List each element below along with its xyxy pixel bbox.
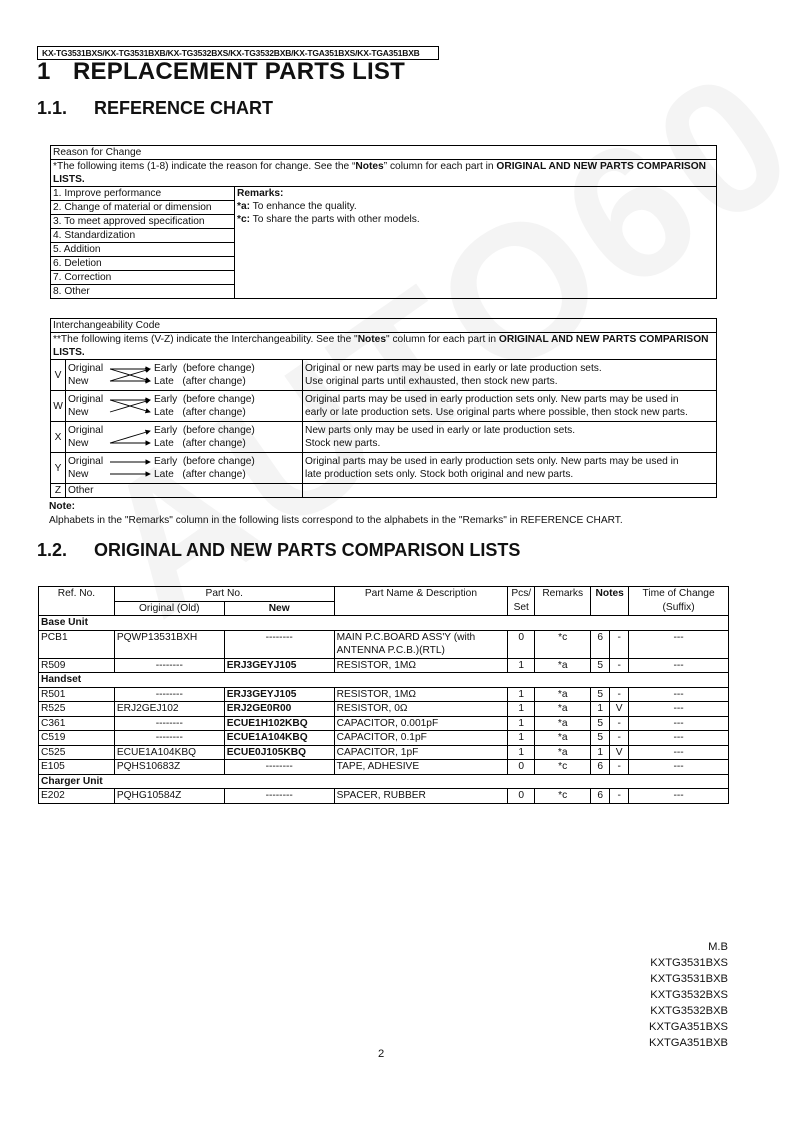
cell-remarks: *a	[535, 658, 591, 673]
label-early: Early (before change)	[154, 363, 255, 374]
cell-note-code: -	[610, 760, 629, 775]
cell-new: ECUE1H102KBQ	[224, 716, 334, 731]
reason-description	[51, 160, 717, 187]
header-remarks: Remarks	[535, 587, 591, 616]
cell-note-reason: 6	[591, 760, 610, 775]
reason-desc-bold: ORIGINAL AND NEW PARTS COMPARISON LISTS.	[53, 161, 707, 185]
reason-item: 5. Addition	[51, 243, 234, 257]
cell-note-code: -	[610, 687, 629, 702]
interchange-arrow	[110, 431, 150, 443]
reason-title: Reason for Change	[51, 146, 717, 160]
interchange-arrow-diagram	[108, 424, 152, 450]
interchange-diagram-cell	[66, 422, 303, 453]
reason-item: 8. Other	[53, 286, 90, 297]
interchange-diagram-cell	[66, 360, 303, 391]
cell-remarks: *a	[535, 702, 591, 717]
label-late: Late (after change)	[154, 376, 246, 387]
interchange-row-z	[51, 484, 717, 498]
label-early: Early (before change)	[154, 456, 255, 467]
cell-note-reason: 5	[591, 716, 610, 731]
reason-item-row	[51, 271, 234, 285]
reason-list-cell	[51, 187, 235, 299]
cell-new: --------	[224, 630, 334, 658]
table-row	[39, 702, 729, 717]
interchange-arrow-diagram	[108, 393, 152, 419]
interchange-arrow-diagram	[108, 455, 152, 481]
cell-time: ---	[629, 702, 729, 717]
reason-desc-notes: Notes	[355, 161, 384, 172]
remarks-text: To enhance the quality.	[250, 201, 357, 212]
remarks-text: To share the parts with other models.	[250, 214, 420, 225]
table-row	[39, 658, 729, 673]
cell-note-reason: 5	[591, 658, 610, 673]
label-new: New	[68, 407, 89, 418]
cell-note-code: -	[610, 716, 629, 731]
cell-remarks: *a	[535, 687, 591, 702]
cell-ref: C525	[39, 745, 115, 760]
footer-model: KXTGA351BXB	[649, 1037, 728, 1049]
reason-item: 1. Improve performance	[51, 187, 234, 201]
label-new: New	[68, 376, 89, 387]
table-row	[39, 745, 729, 760]
section-title	[37, 58, 405, 86]
label-original: Original	[68, 456, 104, 467]
cell-note-reason: 1	[591, 702, 610, 717]
reason-desc-b: ” column for each part in	[383, 161, 497, 172]
cell-pcs: 1	[508, 716, 535, 731]
interchange-description	[51, 333, 717, 360]
cell-remarks: *a	[535, 716, 591, 731]
cell-ref: E105	[39, 760, 115, 775]
cell-ref: C361	[39, 716, 115, 731]
section-name: Charger Unit	[39, 774, 729, 789]
cell-original: --------	[114, 731, 224, 746]
cell-ref: C519	[39, 731, 115, 746]
reason-for-change-table	[50, 145, 717, 299]
cell-original: ERJ2GEJ102	[114, 702, 224, 717]
interchange-code: Y	[51, 453, 66, 484]
cell-note-reason: 5	[591, 731, 610, 746]
cell-remarks: *c	[535, 630, 591, 658]
note-title: Note:	[49, 501, 76, 512]
reason-item-row	[51, 243, 234, 257]
subsection-title-reference	[37, 98, 273, 119]
footer-models	[649, 939, 728, 1051]
cell-ref: E202	[39, 789, 115, 804]
footer-model: KXTG3532BXS	[650, 989, 728, 1001]
cell-note-code: -	[610, 731, 629, 746]
header-models: KX-TG3531BXS/KX-TG3531BXB/KX-TG3532BXS/KX-TG3532BXB/KX-TGA351BXS/KX-TGA351BXB	[37, 46, 439, 60]
cell-remarks: *a	[535, 731, 591, 746]
interchange-row	[51, 453, 717, 484]
table-row	[39, 630, 729, 658]
cell-new: --------	[224, 789, 334, 804]
cell-ref: R525	[39, 702, 115, 717]
cell-pcs: 1	[508, 745, 535, 760]
cell-description: CAPACITOR, 1pF	[334, 745, 508, 760]
interchange-description-cell: Original parts may be used in early production sets only. New parts may be used in early or late production sets. Use original parts where possible, then stock new parts.	[303, 391, 717, 422]
interchange-desc-bold: ORIGINAL AND NEW PARTS COMPARISON LISTS.	[53, 334, 709, 358]
section-title-text: REPLACEMENT PARTS LIST	[73, 58, 405, 85]
reason-item-row	[51, 257, 234, 271]
remarks-key: *a:	[237, 201, 251, 212]
cell-ref: R509	[39, 658, 115, 673]
reason-item: 6. Deletion	[51, 257, 234, 271]
section-number: 1	[37, 58, 51, 85]
remarks-item	[237, 200, 714, 213]
remarks-key: *c:	[237, 214, 251, 225]
interchange-title: Interchangeability Code	[51, 319, 717, 333]
reason-item: 4. Standardization	[51, 229, 234, 243]
interchange-row	[51, 391, 717, 422]
reason-item: 3. To meet approved specification	[51, 215, 234, 229]
reason-item-row	[51, 187, 234, 201]
header-new: New	[224, 601, 334, 616]
cell-original: ECUE1A104KBQ	[114, 745, 224, 760]
reason-item-row	[51, 215, 234, 229]
cell-ref: R501	[39, 687, 115, 702]
footer-model: KXTG3531BXS	[650, 957, 728, 969]
cell-original: --------	[114, 687, 224, 702]
cell-new: ERJ2GE0R00	[224, 702, 334, 717]
cell-original: PQHG10584Z	[114, 789, 224, 804]
interchange-desc-a: **The following items (V-Z) indicate the Interchangeability. See the "	[53, 334, 358, 345]
table-row	[39, 789, 729, 804]
footer-model: KXTGA351BXS	[649, 1021, 728, 1033]
interchange-other-label: Other	[66, 484, 303, 498]
cell-description: RESISTOR, 1MΩ	[334, 658, 508, 673]
cell-new: --------	[224, 760, 334, 775]
reason-list	[51, 187, 234, 298]
subsection-title-text: REFERENCE CHART	[94, 98, 274, 118]
cell-description: RESISTOR, 0Ω	[334, 702, 508, 717]
label-original: Original	[68, 363, 104, 374]
cell-note-code: V	[610, 745, 629, 760]
table-row	[39, 760, 729, 775]
interchange-diagram-cell	[66, 453, 303, 484]
cell-original: PQWP13531BXH	[114, 630, 224, 658]
header-time: Time of Change (Suffix)	[629, 587, 729, 616]
cell-new: ECUE0J105KBQ	[224, 745, 334, 760]
interchange-row	[51, 360, 717, 391]
cell-time: ---	[629, 630, 729, 658]
reason-item-row	[51, 229, 234, 243]
table-row	[39, 716, 729, 731]
label-late: Late (after change)	[154, 469, 246, 480]
subsection-number: 1.2.	[37, 540, 68, 560]
cell-new: ECUE1A104KBQ	[224, 731, 334, 746]
cell-description: RESISTOR, 1MΩ	[334, 687, 508, 702]
label-new: New	[68, 438, 89, 449]
interchange-arrow-diagram	[108, 362, 152, 388]
interchange-row	[51, 422, 717, 453]
subsection-title-comparison	[37, 540, 520, 561]
cell-new: ERJ3GEYJ105	[224, 687, 334, 702]
cell-remarks: *c	[535, 760, 591, 775]
cell-note-reason: 1	[591, 745, 610, 760]
cell-pcs: 0	[508, 630, 535, 658]
subsection-title-text: ORIGINAL AND NEW PARTS COMPARISON LISTS	[94, 540, 521, 560]
reason-item: 2. Change of material or dimension	[51, 201, 234, 215]
cell-pcs: 1	[508, 658, 535, 673]
header-ref: Ref. No.	[39, 587, 115, 616]
subsection-number: 1.1.	[37, 98, 68, 118]
interchange-description-cell: New parts only may be used in early or late production sets. Stock new parts.	[303, 422, 717, 453]
cell-note-reason: 6	[591, 789, 610, 804]
label-original: Original	[68, 425, 104, 436]
footer-model: KXTG3532BXB	[650, 1005, 728, 1017]
cell-note-code: V	[610, 702, 629, 717]
cell-description: CAPACITOR, 0.001pF	[334, 716, 508, 731]
cell-note-code: -	[610, 789, 629, 804]
cell-original: PQHS10683Z	[114, 760, 224, 775]
cell-pcs: 0	[508, 760, 535, 775]
cell-time: ---	[629, 687, 729, 702]
cell-remarks: *c	[535, 789, 591, 804]
cell-pcs: 1	[508, 731, 535, 746]
remarks-item	[237, 213, 714, 226]
interchange-desc-b: " column for each part in	[386, 334, 499, 345]
cell-ref: PCB1	[39, 630, 115, 658]
interchange-empty-cell	[303, 484, 717, 498]
header-pcs: Pcs/ Set	[508, 587, 535, 616]
label-late: Late (after change)	[154, 407, 246, 418]
cell-description: SPACER, RUBBER	[334, 789, 508, 804]
interchange-code: Z	[51, 484, 66, 498]
cell-note-code: -	[610, 630, 629, 658]
reason-desc-a: *The following items (1-8) indicate the reason for change. See the “	[53, 161, 356, 172]
cell-note-reason: 6	[591, 630, 610, 658]
remarks-cell	[235, 187, 717, 299]
cell-time: ---	[629, 731, 729, 746]
section-row	[39, 774, 729, 789]
interchange-description-cell: Original or new parts may be used in early or late production sets. Use original parts until exhausted, then stock new parts.	[303, 360, 717, 391]
cell-new: ERJ3GEYJ105	[224, 658, 334, 673]
cell-time: ---	[629, 760, 729, 775]
label-new: New	[68, 469, 89, 480]
interchange-desc-notes: Notes	[357, 334, 386, 345]
table-row	[39, 731, 729, 746]
section-row	[39, 673, 729, 688]
page-number: 2	[378, 1048, 385, 1060]
label-late: Late (after change)	[154, 438, 246, 449]
reason-item-row	[51, 201, 234, 215]
remarks-title: Remarks:	[237, 188, 284, 199]
interchange-description-cell: Original parts may be used in early production sets only. New parts may be used in late production sets only. Stock both original and new parts.	[303, 453, 717, 484]
section-name: Handset	[39, 673, 729, 688]
interchangeability-table	[50, 318, 717, 498]
cell-description: CAPACITOR, 0.1pF	[334, 731, 508, 746]
label-early: Early (before change)	[154, 394, 255, 405]
cell-remarks: *a	[535, 745, 591, 760]
cell-pcs: 0	[508, 789, 535, 804]
cell-description: TAPE, ADHESIVE	[334, 760, 508, 775]
section-row	[39, 616, 729, 631]
header-original: Original (Old)	[114, 601, 224, 616]
interchange-diagram-cell	[66, 391, 303, 422]
section-name: Base Unit	[39, 616, 729, 631]
interchange-code: W	[51, 391, 66, 422]
cell-pcs: 1	[508, 702, 535, 717]
header-notes: Notes	[591, 587, 629, 616]
cell-original: --------	[114, 658, 224, 673]
header-part-no: Part No.	[114, 587, 334, 602]
cell-original: --------	[114, 716, 224, 731]
footer-model: M.B	[708, 941, 728, 953]
reason-item: 7. Correction	[51, 271, 234, 285]
interchange-code: V	[51, 360, 66, 391]
reason-item-row	[51, 285, 234, 299]
note-text: Alphabets in the "Remarks" column in the following lists correspond to the alphabets in the "Remarks" in REFERENCE CHART.	[49, 515, 623, 526]
label-early: Early (before change)	[154, 425, 255, 436]
cell-time: ---	[629, 716, 729, 731]
cell-time: ---	[629, 745, 729, 760]
label-original: Original	[68, 394, 104, 405]
interchange-code: X	[51, 422, 66, 453]
parts-comparison-table	[38, 586, 729, 804]
cell-time: ---	[629, 658, 729, 673]
header-description: Part Name & Description	[334, 587, 508, 616]
cell-pcs: 1	[508, 687, 535, 702]
cell-description: MAIN P.C.BOARD ASS'Y (with ANTENNA P.C.B.)(RTL)	[334, 630, 508, 658]
table-row	[39, 687, 729, 702]
cell-time: ---	[629, 789, 729, 804]
cell-note-reason: 5	[591, 687, 610, 702]
footer-model: KXTG3531BXB	[650, 973, 728, 985]
cell-note-code: -	[610, 658, 629, 673]
